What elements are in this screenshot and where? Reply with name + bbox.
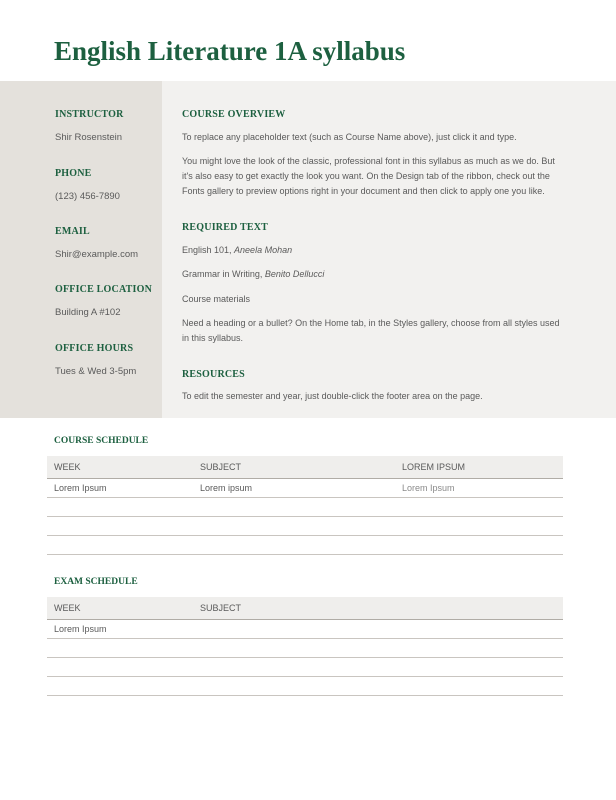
column-header-week: WEEK — [47, 456, 193, 479]
table-cell — [395, 517, 563, 536]
contact-sidebar — [0, 81, 162, 418]
table-row — [47, 639, 563, 658]
table-cell — [395, 620, 563, 639]
office-hours-value: Tues & Wed 3-5pm — [55, 366, 137, 377]
item-2-title: Grammar in Writing, — [182, 269, 265, 279]
item-1-title: English 101, — [182, 245, 235, 255]
table-row — [47, 498, 563, 517]
table-row — [47, 677, 563, 696]
item-2-author: Benito Dellucci — [264, 269, 325, 279]
office-hours-block — [55, 343, 136, 377]
table-cell — [193, 639, 395, 658]
table-cell — [395, 658, 563, 677]
table-cell — [395, 536, 563, 555]
table-row — [47, 620, 563, 639]
table-cell — [193, 517, 395, 536]
item-1-author: Aneela Mohan — [234, 245, 293, 255]
table-cell — [395, 498, 563, 517]
overview-paragraph-1: To replace any placeholder text (such as Course Name above), just click it and type. — [182, 132, 517, 142]
column-header-lorem-ipsum: LOREM IPSUM — [395, 456, 563, 479]
phone-label: PHONE — [55, 168, 92, 179]
table-cell: Lorem ipsum — [193, 479, 395, 498]
office-location-block — [55, 284, 152, 318]
table-cell — [47, 536, 193, 555]
table-row — [47, 479, 563, 498]
table-row — [47, 517, 563, 536]
instructor-block — [55, 109, 124, 143]
resources-heading: RESOURCES — [182, 369, 245, 380]
table-cell — [47, 517, 193, 536]
info-band — [0, 81, 616, 418]
required-text-item-1 — [182, 243, 562, 258]
column-header-subject: SUBJECT — [193, 456, 395, 479]
table-row — [47, 536, 563, 555]
email-value: Shir@example.com — [55, 249, 139, 260]
table-cell — [193, 536, 395, 555]
exam-schedule-table — [47, 597, 563, 696]
email-label: EMAIL — [55, 226, 90, 237]
column-header-empty — [395, 597, 563, 620]
course-schedule-table — [47, 456, 563, 555]
office-hours-label: OFFICE HOURS — [55, 343, 134, 354]
table-cell: Lorem Ipsum — [47, 620, 193, 639]
table-cell — [47, 498, 193, 517]
office-location-label: OFFICE LOCATION — [55, 284, 152, 295]
table-row — [47, 658, 563, 677]
table-cell — [193, 677, 395, 696]
resources-text: To edit the semester and year, just double-click the footer area on the page. — [182, 391, 483, 401]
table-cell — [193, 658, 395, 677]
table-cell: Lorem Ipsum — [47, 479, 193, 498]
exam-schedule-title: EXAM SCHEDULE — [54, 577, 138, 587]
table-header-row — [47, 456, 563, 479]
phone-value: (123) 456-7890 — [55, 191, 120, 202]
table-cell — [395, 677, 563, 696]
course-overview-heading: COURSE OVERVIEW — [182, 109, 286, 120]
overview-paragraph-2: You might love the look of the classic, professional font in this syllabus as much as we do. But it's also easy to get exactly the look you want. On the Design tab of the ribbon, check out the Fonts gallery to preview options right in your document and then click to apply one you like. — [182, 156, 555, 196]
column-header-subject: SUBJECT — [193, 597, 395, 620]
table-cell — [193, 620, 395, 639]
required-text-heading: REQUIRED TEXT — [182, 222, 269, 233]
table-cell — [47, 658, 193, 677]
table-cell — [47, 677, 193, 696]
required-text-item-3: Course materials — [182, 294, 251, 304]
instructor-value: Shir Rosenstein — [55, 132, 123, 143]
course-schedule-title: COURSE SCHEDULE — [54, 436, 149, 446]
page-title: English Literature 1A syllabus — [54, 36, 406, 66]
office-location-value: Building A #102 — [55, 307, 121, 318]
required-text-note: Need a heading or a bullet? On the Home tab, in the Styles gallery, choose from all styles used in this syllabus. — [182, 318, 560, 343]
table-cell: Lorem Ipsum — [395, 479, 563, 498]
table-header-row — [47, 597, 563, 620]
email-block — [55, 226, 138, 260]
phone-block — [55, 168, 120, 202]
required-text-item-2 — [182, 267, 562, 282]
table-cell — [193, 498, 395, 517]
table-cell — [47, 639, 193, 658]
column-header-week: WEEK — [47, 597, 193, 620]
instructor-label: INSTRUCTOR — [55, 109, 124, 120]
table-cell — [395, 639, 563, 658]
